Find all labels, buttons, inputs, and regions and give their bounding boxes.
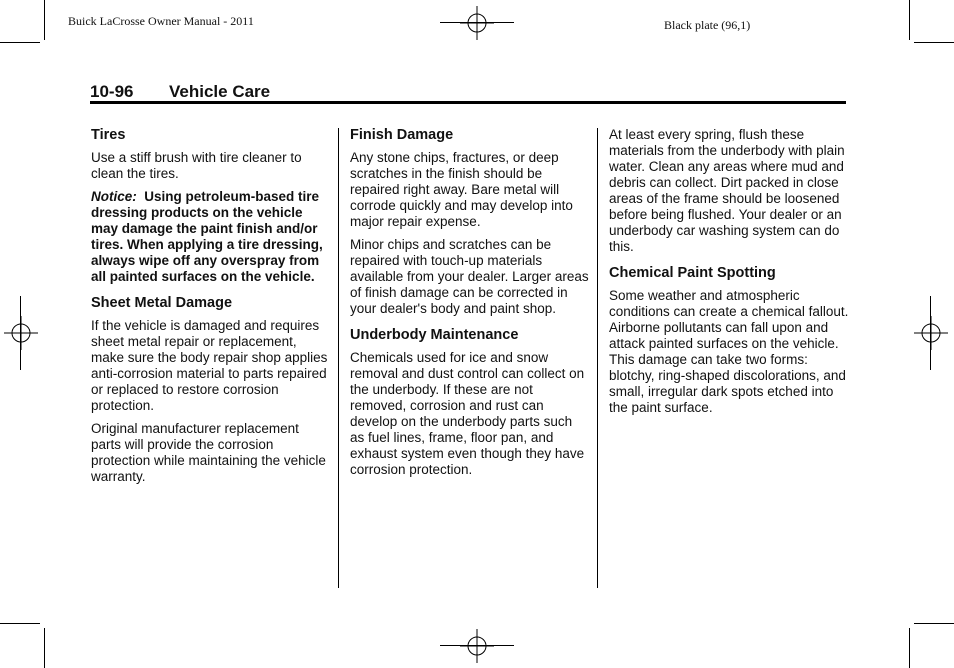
crop-mark-icon	[930, 296, 931, 370]
sheet-metal-paragraph-2: Original manufacturer replacement parts will provide the corrosion protection while maintaining the vehicle warranty.	[91, 421, 326, 484]
crop-mark-icon	[914, 42, 954, 43]
chemical-spotting-heading: Chemical Paint Spotting	[609, 265, 776, 281]
registration-crosshair-icon	[914, 316, 948, 350]
registration-crosshair-icon	[460, 6, 494, 40]
heading-rule	[90, 101, 846, 104]
registration-crosshair-icon	[460, 629, 494, 663]
crop-mark-icon	[0, 42, 40, 43]
crop-mark-icon	[0, 623, 40, 624]
underbody-heading: Underbody Maintenance	[350, 327, 519, 343]
notice-paragraph	[91, 189, 331, 285]
crop-mark-icon	[914, 623, 954, 624]
notice-label: Notice:	[91, 189, 137, 204]
finish-damage-paragraph-1: Any stone chips, fractures, or deep scratches in the finish should be repaired right away. Bare metal will corrode quickly and may develop into major repair expense.	[350, 150, 573, 229]
crop-mark-icon	[440, 22, 514, 23]
sheet-metal-paragraph-1: If the vehicle is damaged and requires sheet metal repair or replacement, make sure the body repair shop applies anti-corrosion material to parts repaired or replaced to restore corrosion protection.	[91, 318, 328, 413]
plate-label: Black plate (96,1)	[664, 18, 751, 32]
section-title: Vehicle Care	[169, 82, 271, 101]
tires-paragraph: Use a stiff brush with tire cleaner to clean the tires.	[91, 150, 302, 181]
crop-mark-icon	[20, 296, 21, 370]
page-heading	[90, 82, 270, 102]
column-1	[91, 127, 331, 492]
sheet-metal-heading: Sheet Metal Damage	[91, 295, 233, 311]
column-divider	[597, 128, 598, 588]
underbody-paragraph-1: Chemicals used for ice and snow removal and dust control can collect on the underbody. If these are not removed, corrosion and rust can develop on the underbody parts such as fuel lines, frame, floor pan, and exhaust system even though they have corrosion protection.	[350, 350, 585, 477]
crop-mark-icon	[909, 0, 910, 40]
manual-title: Buick LaCrosse Owner Manual - 2011	[68, 14, 254, 28]
page-number: 10-96	[90, 82, 134, 101]
crop-mark-icon	[440, 645, 514, 646]
column-2	[350, 127, 590, 485]
crop-mark-icon	[44, 0, 45, 40]
tires-heading: Tires	[91, 127, 126, 143]
underbody-paragraph-2: At least every spring, flush these materials from the underbody with plain water. Clean any areas where mud and debris can collect. Dirt packed in close areas of the frame should be loosened before being flushed. Your dealer or an underbody car washing system can do this.	[609, 127, 845, 254]
finish-damage-heading: Finish Damage	[350, 127, 454, 143]
chemical-spotting-paragraph: Some weather and atmospheric conditions can create a chemical fallout. Airborne pollutants can fall upon and attack painted surfaces on the vehicle. This damage can take two forms: blotchy, ring-shaped discolorations, and small, irregular dark spots etched into the paint surface.	[609, 288, 849, 415]
crop-mark-icon	[44, 628, 45, 668]
registration-crosshair-icon	[4, 316, 38, 350]
notice-text: Using petroleum-based tire dressing products on the vehicle may damage the paint finish and/or tires. When applying a tire dressing, always wipe off any overspray from all painted surfaces on the vehicle.	[91, 189, 323, 284]
crop-mark-icon	[909, 628, 910, 668]
finish-damage-paragraph-2: Minor chips and scratches can be repaired with touch-up materials available from your dealer. Larger areas of finish damage can be corrected in your dealer's body and paint shop.	[350, 237, 589, 316]
column-3	[609, 127, 849, 423]
column-divider	[338, 128, 339, 588]
